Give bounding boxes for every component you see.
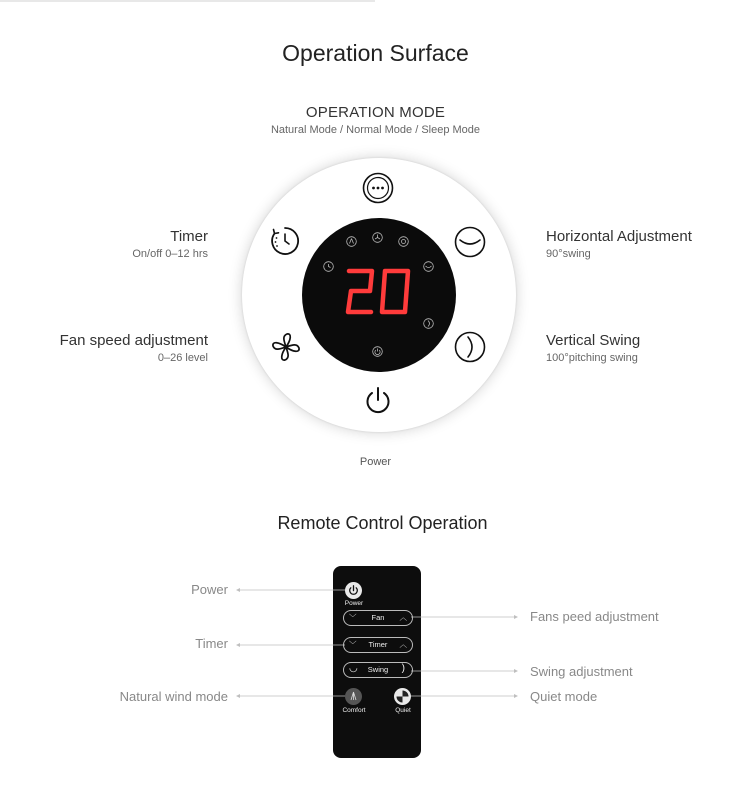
vertical-swing-icon: ) xyxy=(401,663,405,674)
remote-natural-wind-label: Natural wind mode xyxy=(119,689,228,704)
section-title-operation-surface: Operation Surface xyxy=(282,40,469,66)
section-title-remote: Remote Control Operation xyxy=(277,513,488,533)
chevron-up-icon[interactable]: ︿ xyxy=(399,640,407,649)
fan-speed-label: Fan speed adjustment xyxy=(59,332,208,349)
operation-mode-subtitle: Natural Mode / Normal Mode / Sleep Mode xyxy=(270,124,481,136)
timer-sublabel: On/off 0–12 hrs xyxy=(132,248,208,260)
remote-fan-text: Fan xyxy=(371,613,385,622)
horizontal-swing-icon: ◡ xyxy=(349,663,358,674)
chevron-down-icon[interactable]: ﹀ xyxy=(349,613,357,622)
remote-swing-text: Swing xyxy=(367,665,389,674)
chevron-up-icon[interactable]: ︿ xyxy=(399,613,407,622)
remote-timer-label: Timer xyxy=(195,636,228,651)
power-label: Power xyxy=(359,456,392,468)
remote-quiet-label: Quiet mode xyxy=(530,689,598,704)
remote-timer-text: Timer xyxy=(368,640,388,649)
remote-swing-label: Swing adjustment xyxy=(530,664,633,679)
operation-mode-title: OPERATION MODE xyxy=(305,104,446,121)
remote-power-text: Power xyxy=(344,600,364,607)
chevron-down-icon[interactable]: ﹀ xyxy=(349,640,357,649)
remote-comfort-text: Comfort xyxy=(342,707,366,714)
vertical-swing-sublabel: 100°pitching swing xyxy=(546,352,638,364)
horizontal-adjustment-label: Horizontal Adjustment xyxy=(546,228,692,245)
horizontal-adjustment-sublabel: 90°swing xyxy=(546,248,591,260)
timer-label: Timer xyxy=(170,228,208,245)
fan-speed-sublabel: 0–26 level xyxy=(157,352,208,364)
remote-fan-label: Fans peed adjustment xyxy=(530,609,659,624)
remote-power-label: Power xyxy=(191,582,228,597)
remote-quiet-text: Quiet xyxy=(395,707,411,714)
vertical-swing-label: Vertical Swing xyxy=(546,332,641,349)
